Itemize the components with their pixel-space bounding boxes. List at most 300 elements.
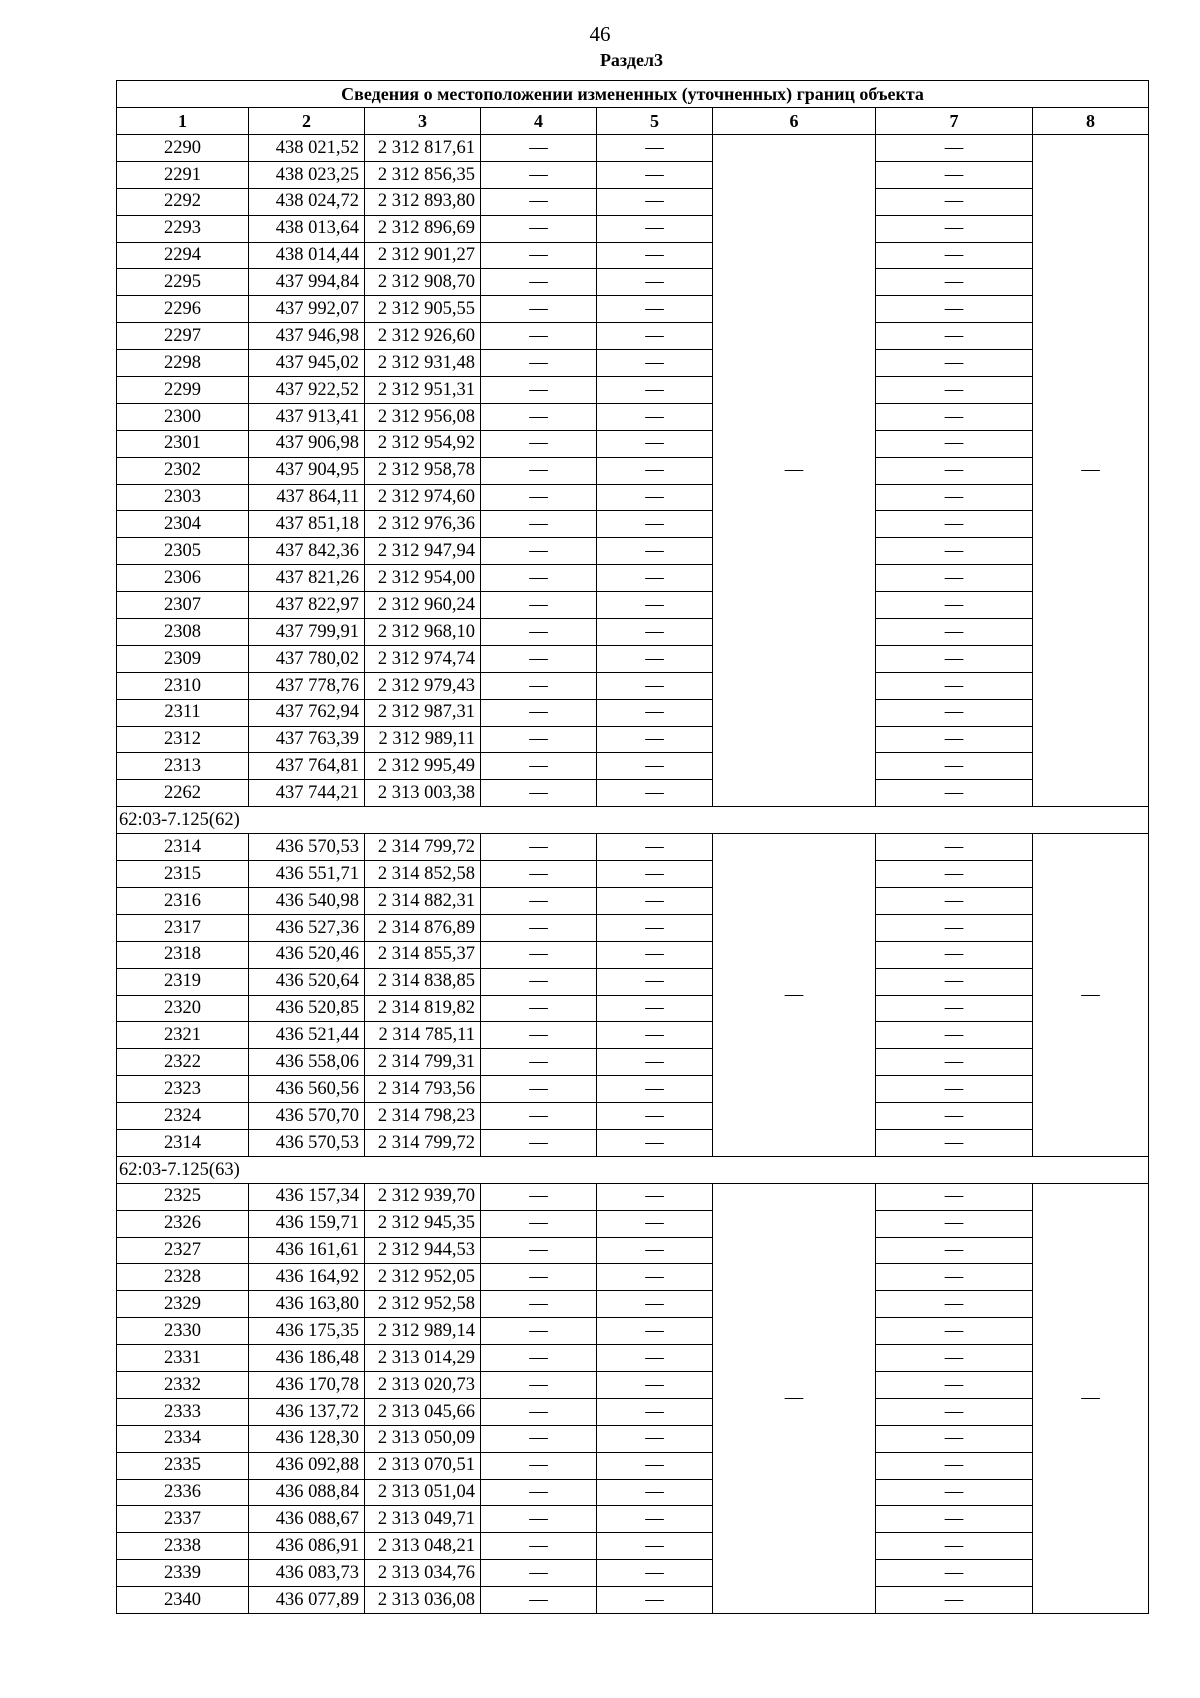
table-row [117,1076,1149,1103]
col5-value: — [597,861,713,888]
page-number: 46 [589,22,611,46]
point-number: 2323 [117,1076,249,1103]
point-number: 2320 [117,995,249,1022]
x-coordinate: 436 520,46 [249,941,365,968]
point-number: 2316 [117,887,249,914]
y-coordinate: 2 314 855,37 [365,941,481,968]
point-number: 2329 [117,1291,249,1318]
point-number: 2328 [117,1264,249,1291]
y-coordinate: 2 314 785,11 [365,1022,481,1049]
table-caption-row [117,81,1149,108]
col4-value: — [481,780,597,807]
col7-value: — [876,1560,1033,1587]
x-coordinate: 437 906,98 [249,430,365,457]
col7-value: — [876,914,1033,941]
col7-value: — [876,1398,1033,1425]
col4-value: — [481,861,597,888]
segment-label: 62:03-7.125(63) [117,1156,1149,1183]
y-coordinate: 2 312 976,36 [365,511,481,538]
col4-value: — [481,592,597,619]
col5-value: — [597,995,713,1022]
col4-value: — [481,995,597,1022]
col7-value: — [876,484,1033,511]
col8-merged: — [1033,135,1149,807]
y-coordinate: 2 312 974,74 [365,645,481,672]
col7-value: — [876,1049,1033,1076]
col4-value: — [481,1452,597,1479]
point-number: 2340 [117,1587,249,1614]
table-row [117,672,1149,699]
col5-value: — [597,1452,713,1479]
y-coordinate: 2 313 045,66 [365,1398,481,1425]
col5-value: — [597,1264,713,1291]
col5-value: — [597,941,713,968]
col7-value: — [876,135,1033,162]
point-number: 2321 [117,1022,249,1049]
point-number: 2290 [117,135,249,162]
table-row [117,1022,1149,1049]
point-number: 2339 [117,1560,249,1587]
col5-value: — [597,780,713,807]
point-number: 2332 [117,1371,249,1398]
point-number: 2309 [117,645,249,672]
col7-value: — [876,995,1033,1022]
point-number: 2325 [117,1183,249,1210]
y-coordinate: 2 313 014,29 [365,1345,481,1372]
table-row [117,592,1149,619]
point-number: 2310 [117,672,249,699]
y-coordinate: 2 314 838,85 [365,968,481,995]
y-coordinate: 2 313 070,51 [365,1452,481,1479]
y-coordinate: 2 312 951,31 [365,377,481,404]
table-row [117,323,1149,350]
y-coordinate: 2 312 945,35 [365,1210,481,1237]
x-coordinate: 437 851,18 [249,511,365,538]
col4-value: — [481,377,597,404]
col4-value: — [481,269,597,296]
col4-value: — [481,834,597,861]
x-coordinate: 436 077,89 [249,1587,365,1614]
col4-value: — [481,538,597,565]
col7-value: — [876,726,1033,753]
col5-value: — [597,565,713,592]
col7-value: — [876,1452,1033,1479]
column-number: 6 [713,108,876,135]
table-row [117,645,1149,672]
col7-value: — [876,403,1033,430]
x-coordinate: 437 994,84 [249,269,365,296]
y-coordinate: 2 313 036,08 [365,1587,481,1614]
y-coordinate: 2 312 968,10 [365,619,481,646]
col4-value: — [481,484,597,511]
point-number: 2324 [117,1103,249,1130]
x-coordinate: 436 570,53 [249,1129,365,1156]
point-number: 2299 [117,377,249,404]
table-row [117,1103,1149,1130]
point-number: 2306 [117,565,249,592]
table-row [117,1318,1149,1345]
col4-value: — [481,1076,597,1103]
col7-value: — [876,350,1033,377]
column-number-row [117,108,1149,135]
col5-value: — [597,1103,713,1130]
point-number: 2337 [117,1506,249,1533]
col5-value: — [597,887,713,914]
x-coordinate: 436 088,84 [249,1479,365,1506]
col5-value: — [597,135,713,162]
x-coordinate: 436 137,72 [249,1398,365,1425]
point-number: 2300 [117,403,249,430]
table-row [117,215,1149,242]
x-coordinate: 436 520,85 [249,995,365,1022]
point-number: 2298 [117,350,249,377]
x-coordinate: 437 762,94 [249,699,365,726]
point-number: 2294 [117,242,249,269]
col5-value: — [597,215,713,242]
y-coordinate: 2 312 905,55 [365,296,481,323]
x-coordinate: 436 186,48 [249,1345,365,1372]
col7-value: — [876,887,1033,914]
col5-value: — [597,1560,713,1587]
col5-value: — [597,1371,713,1398]
col7-value: — [876,377,1033,404]
col8-merged: — [1033,1183,1149,1613]
x-coordinate: 437 904,95 [249,457,365,484]
col5-value: — [597,457,713,484]
col5-value: — [597,161,713,188]
col4-value: — [481,1533,597,1560]
y-coordinate: 2 312 960,24 [365,592,481,619]
table-row [117,968,1149,995]
col5-value: — [597,1479,713,1506]
col7-value: — [876,538,1033,565]
col4-value: — [481,1264,597,1291]
col5-value: — [597,1210,713,1237]
segment-label: 62:03-7.125(62) [117,807,1149,834]
table-row [117,726,1149,753]
col5-value: — [597,1587,713,1614]
table-row [117,1533,1149,1560]
col4-value: — [481,1587,597,1614]
table-row [117,377,1149,404]
col7-value: — [876,565,1033,592]
table-row [117,1452,1149,1479]
col5-value: — [597,753,713,780]
col5-value: — [597,1022,713,1049]
x-coordinate: 437 913,41 [249,403,365,430]
column-number: 1 [117,108,249,135]
table-row [117,457,1149,484]
col4-value: — [481,296,597,323]
y-coordinate: 2 314 882,31 [365,887,481,914]
point-number: 2311 [117,699,249,726]
table-row [117,995,1149,1022]
col5-value: — [597,699,713,726]
table-row [117,430,1149,457]
col5-value: — [597,1183,713,1210]
table-row [117,887,1149,914]
col4-value: — [481,457,597,484]
y-coordinate: 2 312 954,92 [365,430,481,457]
x-coordinate: 438 023,25 [249,161,365,188]
table-row [117,161,1149,188]
col7-value: — [876,1210,1033,1237]
col7-value: — [876,1318,1033,1345]
x-coordinate: 436 161,61 [249,1237,365,1264]
x-coordinate: 437 822,97 [249,592,365,619]
table-row [117,403,1149,430]
table-row [117,1560,1149,1587]
point-number: 2317 [117,914,249,941]
y-coordinate: 2 314 852,58 [365,861,481,888]
col7-value: — [876,1425,1033,1452]
table-row [117,1049,1149,1076]
y-coordinate: 2 312 954,00 [365,565,481,592]
col4-value: — [481,215,597,242]
table-row [117,1371,1149,1398]
table-row [117,135,1149,162]
col7-value: — [876,753,1033,780]
col4-value: — [481,350,597,377]
col5-value: — [597,1533,713,1560]
col5-value: — [597,1129,713,1156]
col5-value: — [597,269,713,296]
table-row [117,1587,1149,1614]
col5-value: — [597,914,713,941]
y-coordinate: 2 312 952,58 [365,1291,481,1318]
x-coordinate: 438 014,44 [249,242,365,269]
x-coordinate: 437 945,02 [249,350,365,377]
x-coordinate: 436 086,91 [249,1533,365,1560]
col4-value: — [481,403,597,430]
point-number: 2331 [117,1345,249,1372]
col7-value: — [876,1076,1033,1103]
col6-merged: — [713,1183,876,1613]
y-coordinate: 2 313 034,76 [365,1560,481,1587]
col7-value: — [876,592,1033,619]
col4-value: — [481,619,597,646]
point-number: 2292 [117,188,249,215]
table-row [117,484,1149,511]
col4-value: — [481,672,597,699]
x-coordinate: 436 159,71 [249,1210,365,1237]
col4-value: — [481,753,597,780]
col5-value: — [597,672,713,699]
col4-value: — [481,1291,597,1318]
table-row [117,699,1149,726]
col7-value: — [876,188,1033,215]
y-coordinate: 2 312 926,60 [365,323,481,350]
col4-value: — [481,565,597,592]
col7-value: — [876,968,1033,995]
col5-value: — [597,242,713,269]
col7-value: — [876,242,1033,269]
x-coordinate: 437 780,02 [249,645,365,672]
x-coordinate: 438 021,52 [249,135,365,162]
y-coordinate: 2 312 896,69 [365,215,481,242]
col7-value: — [876,1129,1033,1156]
table-row [117,1345,1149,1372]
table-caption: Сведения о местоположении измененных (уточненных) границ объекта [117,81,1149,108]
col7-value: — [876,619,1033,646]
point-number: 2307 [117,592,249,619]
y-coordinate: 2 312 979,43 [365,672,481,699]
y-coordinate: 2 312 974,60 [365,484,481,511]
col6-merged: — [713,135,876,807]
table-row [117,538,1149,565]
col5-value: — [597,1345,713,1372]
col4-value: — [481,1345,597,1372]
col5-value: — [597,323,713,350]
col7-value: — [876,1479,1033,1506]
x-coordinate: 436 164,92 [249,1264,365,1291]
col4-value: — [481,699,597,726]
col4-value: — [481,188,597,215]
x-coordinate: 437 778,76 [249,672,365,699]
col7-value: — [876,1103,1033,1130]
point-number: 2313 [117,753,249,780]
col7-value: — [876,941,1033,968]
col4-value: — [481,161,597,188]
x-coordinate: 436 527,36 [249,914,365,941]
y-coordinate: 2 313 051,04 [365,1479,481,1506]
col7-value: — [876,645,1033,672]
y-coordinate: 2 312 995,49 [365,753,481,780]
point-number: 2297 [117,323,249,350]
col7-value: — [876,1183,1033,1210]
x-coordinate: 436 570,70 [249,1103,365,1130]
col7-value: — [876,1506,1033,1533]
y-coordinate: 2 314 799,72 [365,1129,481,1156]
column-number: 4 [481,108,597,135]
table-body [117,81,1149,1614]
table-row [117,565,1149,592]
col5-value: — [597,511,713,538]
column-number: 8 [1033,108,1149,135]
y-coordinate: 2 313 020,73 [365,1371,481,1398]
col5-value: — [597,619,713,646]
col5-value: — [597,726,713,753]
col4-value: — [481,1318,597,1345]
col4-value: — [481,1506,597,1533]
x-coordinate: 436 128,30 [249,1425,365,1452]
col4-value: — [481,1049,597,1076]
y-coordinate: 2 312 931,48 [365,350,481,377]
col7-value: — [876,780,1033,807]
x-coordinate: 437 821,26 [249,565,365,592]
col8-merged: — [1033,834,1149,1157]
y-coordinate: 2 312 856,35 [365,161,481,188]
x-coordinate: 436 083,73 [249,1560,365,1587]
y-coordinate: 2 314 799,72 [365,834,481,861]
point-number: 2301 [117,430,249,457]
segment-row [117,1156,1149,1183]
y-coordinate: 2 312 944,53 [365,1237,481,1264]
point-number: 2330 [117,1318,249,1345]
point-number: 2295 [117,269,249,296]
point-number: 2322 [117,1049,249,1076]
table-row [117,188,1149,215]
col4-value: — [481,1398,597,1425]
x-coordinate: 437 763,39 [249,726,365,753]
table-row [117,1425,1149,1452]
table-row [117,1129,1149,1156]
table-row [117,834,1149,861]
col7-value: — [876,215,1033,242]
col5-value: — [597,377,713,404]
point-number: 2314 [117,1129,249,1156]
x-coordinate: 436 157,34 [249,1183,365,1210]
col4-value: — [481,1560,597,1587]
y-coordinate: 2 314 876,89 [365,914,481,941]
col4-value: — [481,887,597,914]
table-row [117,1398,1149,1425]
col4-value: — [481,242,597,269]
col4-value: — [481,135,597,162]
table-row [117,1506,1149,1533]
col5-value: — [597,1425,713,1452]
y-coordinate: 2 312 947,94 [365,538,481,565]
col7-value: — [876,672,1033,699]
column-number: 7 [876,108,1033,135]
table-row [117,619,1149,646]
col7-value: — [876,1264,1033,1291]
point-number: 2314 [117,834,249,861]
col4-value: — [481,1129,597,1156]
table-row [117,1183,1149,1210]
col4-value: — [481,1425,597,1452]
x-coordinate: 436 088,67 [249,1506,365,1533]
y-coordinate: 2 312 989,11 [365,726,481,753]
y-coordinate: 2 314 819,82 [365,995,481,1022]
column-number: 5 [597,108,713,135]
segment-row [117,807,1149,834]
table-row [117,1479,1149,1506]
x-coordinate: 436 520,64 [249,968,365,995]
col7-value: — [876,511,1033,538]
x-coordinate: 436 540,98 [249,887,365,914]
point-number: 2318 [117,941,249,968]
col4-value: — [481,1479,597,1506]
table-row [117,861,1149,888]
col4-value: — [481,1022,597,1049]
x-coordinate: 437 946,98 [249,323,365,350]
col4-value: — [481,914,597,941]
x-coordinate: 437 744,21 [249,780,365,807]
table-row [117,1210,1149,1237]
x-coordinate: 438 024,72 [249,188,365,215]
y-coordinate: 2 314 799,31 [365,1049,481,1076]
point-number: 2302 [117,457,249,484]
table-row [117,511,1149,538]
col4-value: — [481,1210,597,1237]
y-coordinate: 2 312 817,61 [365,135,481,162]
col5-value: — [597,1506,713,1533]
col4-value: — [481,1237,597,1264]
col7-value: — [876,430,1033,457]
x-coordinate: 437 864,11 [249,484,365,511]
col7-value: — [876,1022,1033,1049]
table-row [117,780,1149,807]
point-number: 2334 [117,1425,249,1452]
col7-value: — [876,861,1033,888]
col5-value: — [597,430,713,457]
x-coordinate: 437 799,91 [249,619,365,646]
point-number: 2336 [117,1479,249,1506]
x-coordinate: 436 521,44 [249,1022,365,1049]
col7-value: — [876,457,1033,484]
col5-value: — [597,350,713,377]
